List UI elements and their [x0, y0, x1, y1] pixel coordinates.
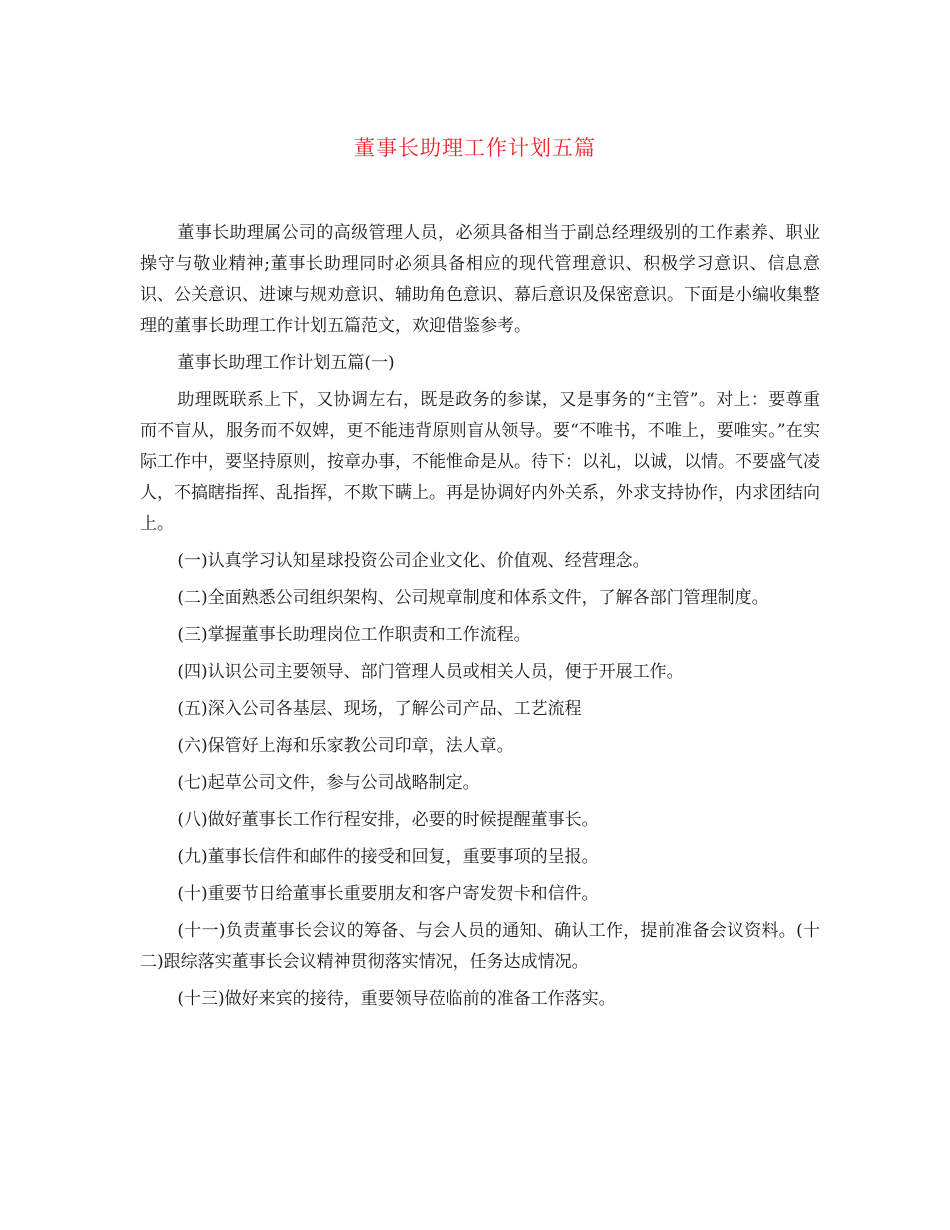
list-item: (三)掌握董事长助理岗位工作职责和工作流程。: [177, 625, 531, 645]
list-item: (九)董事长信件和邮件的接受和回复，重要事项的呈报。: [177, 847, 599, 867]
body-paragraph: 助理既联系上下，又协调左右，既是政务的参谋，又是事务的“主管”。对上：要尊重而不盲从，服务而不奴婢，更不能违背原则盲从领导。要“不唯书，不唯上，要唯实。”在实际工作中，要坚持原则，按章办事，不能惟命是从。待下：以礼，以诚，以情。不要盛气凌人，不搞瞎指挥、乱指挥，不欺下瞒上。再是协调好内外关系，外求支持协作，内求团结向上。: [140, 390, 820, 534]
list-item: (五)深入公司各基层、现场，了解公司产品、工艺流程: [177, 699, 582, 719]
list-item: (七)起草公司文件，参与公司战略制定。: [177, 773, 480, 793]
list-item: (十一)负责董事长会议的筹备、与会人员的通知、确认工作，提前准备会议资料。(十二)跟综落实董事长会议精神贯彻落实情况，任务达成情况。: [140, 921, 820, 972]
list-item: (十三)做好来宾的接待，重要领导莅临前的准备工作落实。: [177, 989, 616, 1009]
list-item: (二)全面熟悉公司组织架构、公司规章制度和体系文件，了解各部门管理制度。: [177, 588, 769, 608]
list-item: (十)重要节日给董事长重要朋友和客户寄发贺卡和信件。: [177, 884, 599, 904]
intro-paragraph: 董事长助理属公司的高级管理人员，必须具备相当于副总经理级别的工作素养、职业操守与敬业精神;董事长助理同时必须具备相应的现代管理意识、积极学习意识、信息意识、公关意识、进谏与规劝意识、辅助角色意识、幕后意识及保密意识。下面是小编收集整理的董事长助理工作计划五篇范文，欢迎借鉴参考。: [140, 223, 820, 336]
list-item: (六)保管好上海和乐家教公司印章，法人章。: [177, 736, 514, 756]
list-item: (一)认真学习认知星球投资公司企业文化、价值观、经营理念。: [177, 551, 650, 571]
document-body: [140, 218, 820, 1021]
list-item: (八)做好董事长工作行程安排，必要的时候提醒董事长。: [177, 810, 599, 830]
document-title: 董事长助理工作计划五篇: [354, 136, 596, 160]
section-heading: 董事长助理工作计划五篇(一): [177, 353, 395, 373]
list-item: (四)认识公司主要领导、部门管理人员或相关人员，便于开展工作。: [177, 662, 684, 682]
